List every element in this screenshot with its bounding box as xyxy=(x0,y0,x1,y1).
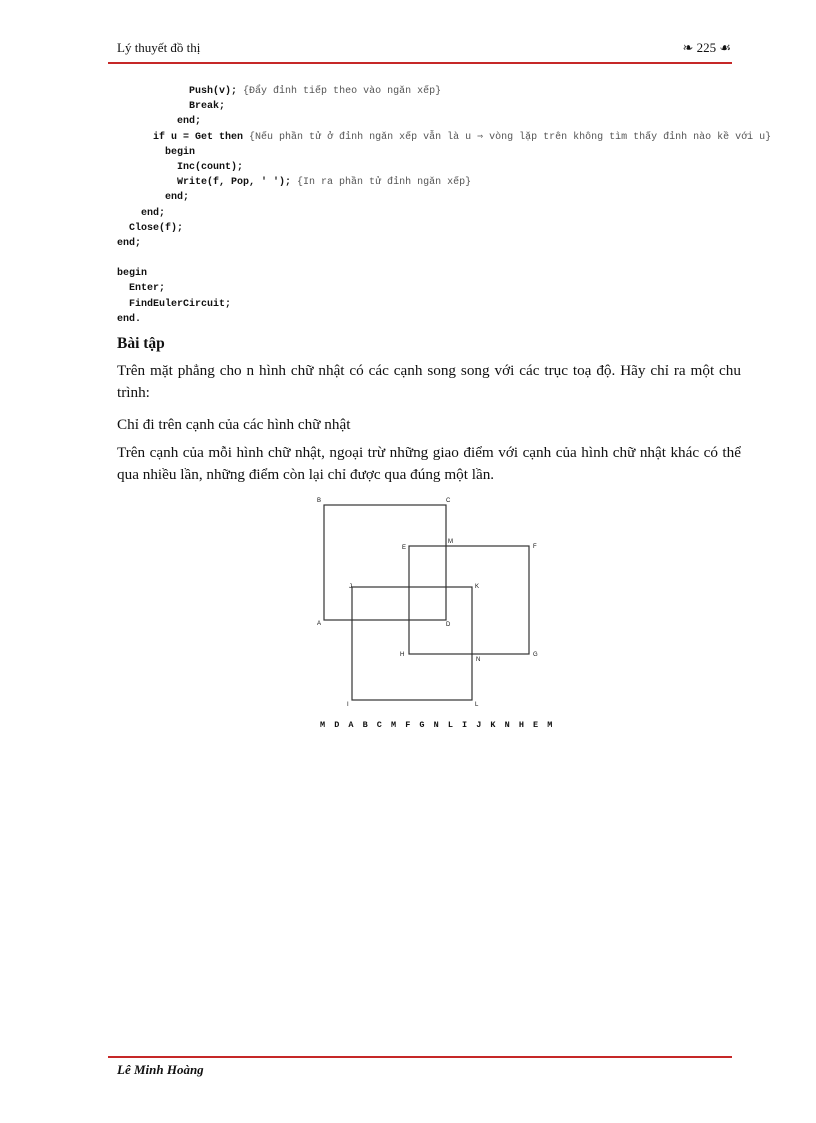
code-line xyxy=(117,312,771,327)
header-rule xyxy=(108,62,732,64)
code-comment: {In ra phần tử đỉnh ngăn xếp} xyxy=(297,177,472,189)
section-heading: Bài tập xyxy=(117,335,165,352)
footer-author: Lê Minh Hoàng xyxy=(117,1062,204,1077)
vertex-label-j: J xyxy=(349,584,352,590)
code-text: FindEulerCircuit; xyxy=(117,298,232,310)
page-number: 225 xyxy=(696,40,717,55)
code-text: Break; xyxy=(117,101,226,113)
code-line xyxy=(117,114,771,129)
code-line xyxy=(117,266,771,281)
code-line xyxy=(117,190,771,205)
page-header xyxy=(117,40,731,62)
paragraph-3: Trên cạnh của mỗi hình chữ nhật, ngoại trừ những giao điểm với cạnh của hình chữ nhật khác có thể qua nhiều lần, những điểm còn lại chỉ được qua đúng một lần. xyxy=(117,444,741,483)
code-text: Push(v); xyxy=(117,86,238,97)
code-line xyxy=(117,145,771,160)
code-text: Enter; xyxy=(117,283,166,295)
vertex-label-b: B xyxy=(317,498,322,504)
paragraph-1: Trên mặt phẳng cho n hình chữ nhật có các cạnh song song với các trục toạ độ. Hãy chỉ ra một chu trình: xyxy=(117,362,741,401)
code-text: Close(f); xyxy=(117,222,184,234)
vertex-label-k: K xyxy=(475,584,480,590)
vertex-label-a: A xyxy=(317,621,322,627)
code-line xyxy=(117,236,771,251)
header-title: Lý thuyết đồ thị xyxy=(117,40,201,55)
ornament-right-icon: ☙ xyxy=(719,40,731,55)
rectangle-abcd xyxy=(324,505,446,620)
code-text: begin xyxy=(117,146,196,158)
ornament-left-icon: ❧ xyxy=(682,40,694,55)
footer-rule xyxy=(108,1056,732,1058)
code-text: Inc(count); xyxy=(117,161,244,173)
vertex-label-g: G xyxy=(533,652,538,658)
vertex-label-e: E xyxy=(402,545,407,551)
code-line xyxy=(117,251,771,266)
code-line xyxy=(117,281,771,296)
code-text: end. xyxy=(117,313,142,325)
code-line xyxy=(117,160,771,175)
header-page-number-group xyxy=(682,40,731,56)
code-line xyxy=(117,206,771,221)
paragraph-2: Chỉ đi trên cạnh của các hình chữ nhật xyxy=(117,416,351,433)
vertex-label-d: D xyxy=(446,622,451,628)
vertex-label-m: M xyxy=(448,539,453,545)
vertex-label-l: L xyxy=(475,702,479,708)
vertex-label-f: F xyxy=(533,544,537,550)
code-text: end; xyxy=(117,207,166,219)
code-text: end; xyxy=(117,116,202,128)
vertex-label-h: H xyxy=(400,652,405,658)
code-text: Write(f, Pop, ' '); xyxy=(117,177,292,189)
code-line xyxy=(117,84,771,99)
code-line xyxy=(117,221,771,236)
code-block xyxy=(117,84,771,327)
code-comment: {Nếu phần tử ở đỉnh ngăn xếp vẫn là u ⇒ vòng lặp trên không tìm thấy đỉnh nào kề với u} xyxy=(249,131,772,143)
code-text: end; xyxy=(117,192,190,204)
code-line xyxy=(117,99,771,114)
vertex-label-c: C xyxy=(446,498,451,504)
code-text: begin xyxy=(117,268,148,280)
vertex-label-i: I xyxy=(347,702,349,708)
code-line xyxy=(117,297,771,312)
code-line xyxy=(117,175,771,190)
vertex-label-n: N xyxy=(476,657,481,663)
code-text: if u = Get then xyxy=(117,131,244,143)
rectangle-ijkl xyxy=(352,587,472,700)
code-line xyxy=(117,130,771,145)
code-comment: {Đẩy đỉnh tiếp theo vào ngăn xếp} xyxy=(243,86,442,97)
euler-sequence: M D A B C M F G N L I J K N H E M xyxy=(320,720,554,730)
rectangle-efgh xyxy=(409,546,529,654)
code-text: end; xyxy=(117,237,142,249)
rectangles-figure xyxy=(300,492,560,712)
